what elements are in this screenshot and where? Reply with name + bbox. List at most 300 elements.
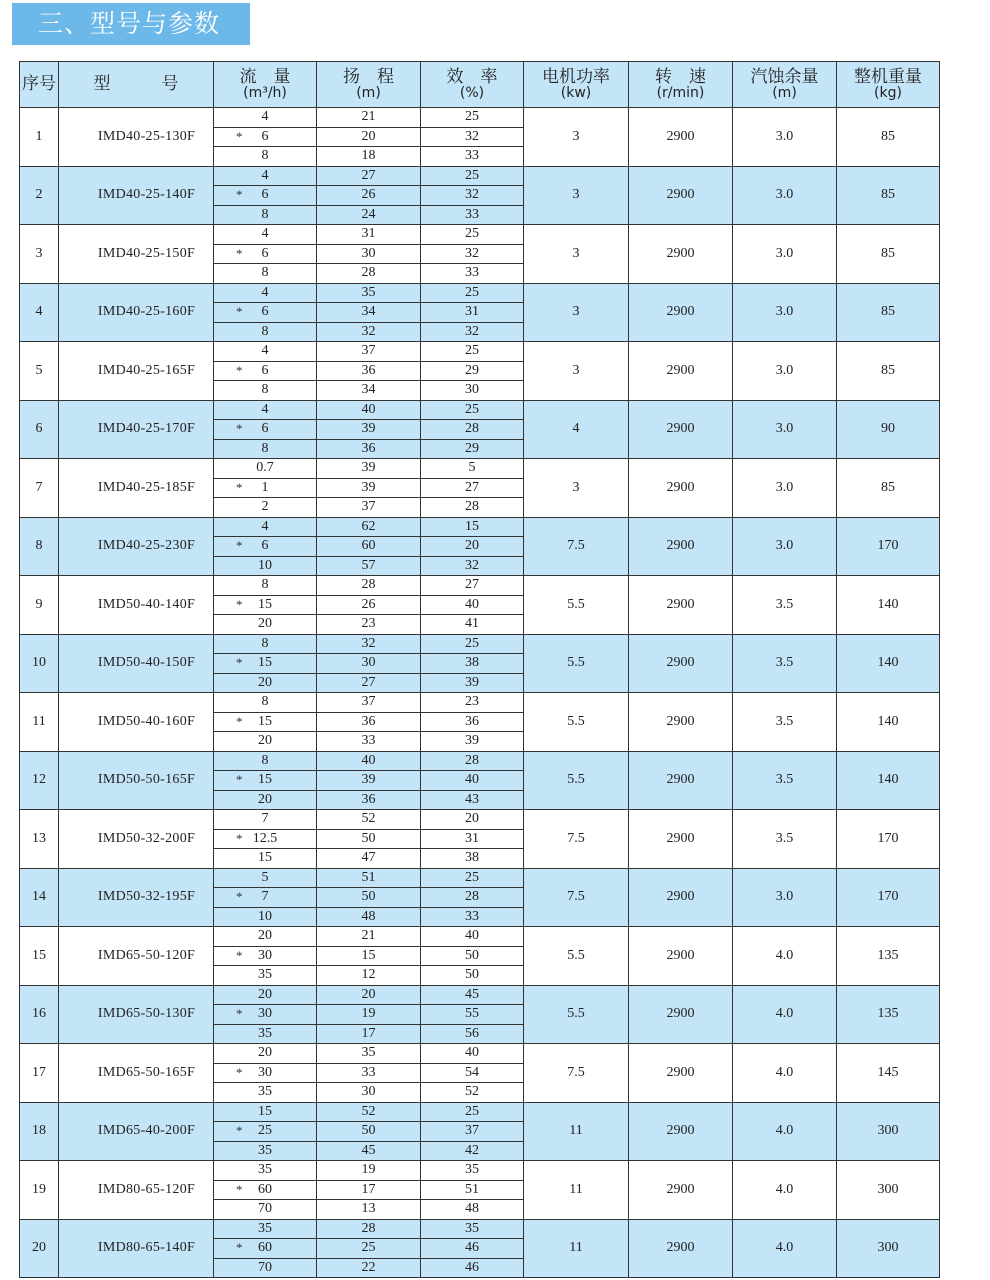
cell-efficiency: 55	[421, 1005, 524, 1025]
cell-flow: * 60	[214, 1180, 317, 1200]
cell-motor-power: 7.5	[524, 1044, 629, 1103]
cell-speed: 2900	[629, 400, 733, 459]
table-row	[20, 459, 940, 479]
cell-flow: 8	[214, 264, 317, 284]
rated-point-marker: *	[236, 772, 243, 787]
rated-point-marker: *	[236, 362, 243, 378]
cell-weight: 145	[837, 1044, 940, 1103]
cell-flow: * 12.5	[214, 829, 317, 849]
cell-efficiency: 32	[421, 322, 524, 342]
cell-head: 60	[317, 537, 421, 557]
cell-npsh: 3.0	[733, 868, 837, 927]
header-weight: 整机重量 (kg)	[837, 62, 940, 108]
cell-flow: * 6	[214, 127, 317, 147]
cell-efficiency: 23	[421, 693, 524, 713]
cell-head: 27	[317, 673, 421, 693]
cell-head: 13	[317, 1200, 421, 1220]
cell-flow: 7	[214, 810, 317, 830]
cell-npsh: 4.0	[733, 1102, 837, 1161]
cell-npsh: 4.0	[733, 1044, 837, 1103]
cell-npsh: 3.5	[733, 634, 837, 693]
cell-efficiency: 27	[421, 576, 524, 596]
cell-head: 20	[317, 985, 421, 1005]
cell-flow: 35	[214, 1083, 317, 1103]
cell-seq: 20	[20, 1219, 59, 1278]
cell-weight: 140	[837, 634, 940, 693]
cell-seq: 10	[20, 634, 59, 693]
cell-efficiency: 56	[421, 1024, 524, 1044]
cell-npsh: 3.5	[733, 751, 837, 810]
cell-model: IMD50-32-200F	[59, 810, 214, 869]
cell-efficiency: 29	[421, 439, 524, 459]
cell-efficiency: 36	[421, 712, 524, 732]
cell-flow: * 15	[214, 771, 317, 791]
cell-efficiency: 50	[421, 966, 524, 986]
cell-efficiency: 25	[421, 108, 524, 128]
cell-motor-power: 5.5	[524, 927, 629, 986]
cell-model: IMD50-32-195F	[59, 868, 214, 927]
cell-efficiency: 33	[421, 264, 524, 284]
cell-head: 39	[317, 459, 421, 479]
cell-efficiency: 37	[421, 1122, 524, 1142]
cell-model: IMD40-25-170F	[59, 400, 214, 459]
section-title-banner	[12, 3, 250, 45]
cell-weight: 140	[837, 693, 940, 752]
cell-motor-power: 7.5	[524, 517, 629, 576]
cell-seq: 12	[20, 751, 59, 810]
cell-model: IMD50-40-160F	[59, 693, 214, 752]
cell-efficiency: 46	[421, 1258, 524, 1278]
cell-efficiency: 28	[421, 751, 524, 771]
cell-efficiency: 35	[421, 1219, 524, 1239]
cell-weight: 85	[837, 108, 940, 167]
cell-head: 52	[317, 810, 421, 830]
table-row	[20, 166, 940, 186]
cell-head: 35	[317, 283, 421, 303]
cell-motor-power: 5.5	[524, 985, 629, 1044]
header-efficiency: 效 率 (%)	[421, 62, 524, 108]
cell-flow: * 6	[214, 361, 317, 381]
cell-seq: 7	[20, 459, 59, 518]
cell-motor-power: 7.5	[524, 868, 629, 927]
rated-point-marker: *	[236, 596, 243, 612]
cell-weight: 300	[837, 1161, 940, 1220]
cell-efficiency: 51	[421, 1180, 524, 1200]
cell-head: 25	[317, 1239, 421, 1259]
cell-seq: 4	[20, 283, 59, 342]
cell-speed: 2900	[629, 1161, 733, 1220]
cell-speed: 2900	[629, 517, 733, 576]
cell-head: 33	[317, 1063, 421, 1083]
cell-motor-power: 5.5	[524, 693, 629, 752]
cell-flow: 20	[214, 732, 317, 752]
rated-point-marker: *	[236, 1123, 243, 1138]
cell-flow: * 6	[214, 537, 317, 557]
cell-flow: 2	[214, 498, 317, 518]
cell-efficiency: 33	[421, 147, 524, 167]
cell-efficiency: 33	[421, 205, 524, 225]
cell-head: 27	[317, 166, 421, 186]
cell-flow: 8	[214, 693, 317, 713]
cell-weight: 85	[837, 225, 940, 284]
cell-speed: 2900	[629, 1044, 733, 1103]
table-row	[20, 810, 940, 830]
cell-flow: 4	[214, 283, 317, 303]
cell-speed: 2900	[629, 225, 733, 284]
cell-head: 19	[317, 1161, 421, 1181]
cell-npsh: 3.0	[733, 342, 837, 401]
cell-efficiency: 46	[421, 1239, 524, 1259]
cell-head: 28	[317, 1219, 421, 1239]
cell-flow: 20	[214, 790, 317, 810]
cell-head: 50	[317, 829, 421, 849]
cell-efficiency: 50	[421, 946, 524, 966]
rated-point-marker: *	[236, 1240, 243, 1255]
cell-weight: 85	[837, 166, 940, 225]
cell-flow: * 15	[214, 595, 317, 615]
cell-flow: * 6	[214, 244, 317, 264]
cell-weight: 300	[837, 1102, 940, 1161]
cell-head: 51	[317, 868, 421, 888]
cell-motor-power: 3	[524, 225, 629, 284]
cell-flow: 4	[214, 166, 317, 186]
table-row	[20, 400, 940, 420]
cell-npsh: 4.0	[733, 1219, 837, 1278]
cell-flow: 35	[214, 1024, 317, 1044]
rated-point-marker: *	[236, 830, 243, 846]
header-head: 扬 程 (m)	[317, 62, 421, 108]
cell-seq: 17	[20, 1044, 59, 1103]
cell-npsh: 3.0	[733, 108, 837, 167]
cell-head: 45	[317, 1141, 421, 1161]
cell-flow: 8	[214, 439, 317, 459]
cell-seq: 13	[20, 810, 59, 869]
cell-weight: 170	[837, 810, 940, 869]
cell-head: 22	[317, 1258, 421, 1278]
cell-efficiency: 28	[421, 498, 524, 518]
cell-seq: 19	[20, 1161, 59, 1220]
cell-head: 50	[317, 1122, 421, 1142]
cell-motor-power: 3	[524, 342, 629, 401]
cell-head: 35	[317, 1044, 421, 1064]
cell-speed: 2900	[629, 985, 733, 1044]
cell-speed: 2900	[629, 868, 733, 927]
table-row	[20, 985, 940, 1005]
cell-efficiency: 40	[421, 927, 524, 947]
cell-model: IMD80-65-140F	[59, 1219, 214, 1278]
cell-motor-power: 5.5	[524, 576, 629, 635]
cell-flow: * 15	[214, 712, 317, 732]
cell-model: IMD80-65-120F	[59, 1161, 214, 1220]
cell-efficiency: 40	[421, 1044, 524, 1064]
cell-efficiency: 25	[421, 868, 524, 888]
table-row	[20, 1102, 940, 1122]
cell-speed: 2900	[629, 283, 733, 342]
cell-flow: 4	[214, 517, 317, 537]
cell-flow: * 1	[214, 478, 317, 498]
cell-efficiency: 32	[421, 186, 524, 206]
cell-head: 39	[317, 771, 421, 791]
cell-head: 34	[317, 303, 421, 323]
pump-spec-table	[19, 61, 940, 1278]
cell-flow: 4	[214, 225, 317, 245]
cell-seq: 9	[20, 576, 59, 635]
cell-model: IMD65-50-165F	[59, 1044, 214, 1103]
cell-motor-power: 11	[524, 1161, 629, 1220]
table-row	[20, 1044, 940, 1064]
cell-head: 21	[317, 108, 421, 128]
cell-head: 18	[317, 147, 421, 167]
cell-flow: 35	[214, 1141, 317, 1161]
cell-flow: 8	[214, 205, 317, 225]
cell-seq: 14	[20, 868, 59, 927]
cell-model: IMD50-40-150F	[59, 634, 214, 693]
cell-flow: * 30	[214, 1063, 317, 1083]
cell-model: IMD65-50-120F	[59, 927, 214, 986]
table-row	[20, 693, 940, 713]
cell-flow: 5	[214, 868, 317, 888]
cell-head: 30	[317, 244, 421, 264]
cell-npsh: 3.5	[733, 576, 837, 635]
table-row	[20, 751, 940, 771]
cell-head: 39	[317, 420, 421, 440]
cell-flow: 10	[214, 556, 317, 576]
table-row	[20, 868, 940, 888]
cell-efficiency: 45	[421, 985, 524, 1005]
cell-efficiency: 32	[421, 556, 524, 576]
cell-head: 30	[317, 654, 421, 674]
table-row	[20, 342, 940, 362]
cell-npsh: 3.0	[733, 400, 837, 459]
cell-efficiency: 25	[421, 634, 524, 654]
rated-point-marker: *	[236, 1006, 243, 1021]
cell-efficiency: 52	[421, 1083, 524, 1103]
header-motor-power: 电机功率 (kw)	[524, 62, 629, 108]
cell-seq: 1	[20, 108, 59, 167]
cell-flow: 10	[214, 907, 317, 927]
cell-head: 48	[317, 907, 421, 927]
cell-motor-power: 5.5	[524, 634, 629, 693]
cell-efficiency: 33	[421, 907, 524, 927]
cell-head: 31	[317, 225, 421, 245]
rated-point-marker: *	[236, 1064, 243, 1080]
cell-efficiency: 31	[421, 829, 524, 849]
cell-efficiency: 38	[421, 654, 524, 674]
cell-flow: 35	[214, 1219, 317, 1239]
cell-npsh: 3.0	[733, 283, 837, 342]
cell-model: IMD50-40-140F	[59, 576, 214, 635]
cell-efficiency: 27	[421, 478, 524, 498]
cell-head: 21	[317, 927, 421, 947]
cell-efficiency: 30	[421, 381, 524, 401]
cell-flow: 8	[214, 322, 317, 342]
cell-flow: 15	[214, 849, 317, 869]
cell-head: 32	[317, 322, 421, 342]
cell-speed: 2900	[629, 342, 733, 401]
header-flow: 流 量 (m³/h)	[214, 62, 317, 108]
cell-model: IMD40-25-140F	[59, 166, 214, 225]
cell-flow: 4	[214, 342, 317, 362]
cell-efficiency: 31	[421, 303, 524, 323]
rated-point-marker: *	[236, 713, 243, 729]
cell-seq: 8	[20, 517, 59, 576]
cell-head: 36	[317, 439, 421, 459]
header-npsh: 汽蚀余量 (m)	[733, 62, 837, 108]
cell-flow: * 6	[214, 303, 317, 323]
cell-motor-power: 4	[524, 400, 629, 459]
cell-weight: 85	[837, 459, 940, 518]
cell-efficiency: 40	[421, 771, 524, 791]
cell-head: 36	[317, 361, 421, 381]
cell-head: 39	[317, 478, 421, 498]
cell-efficiency: 15	[421, 517, 524, 537]
header-seq: 序号	[20, 62, 59, 108]
cell-flow: * 6	[214, 420, 317, 440]
cell-weight: 85	[837, 283, 940, 342]
cell-motor-power: 3	[524, 459, 629, 518]
cell-flow: * 30	[214, 1005, 317, 1025]
cell-head: 36	[317, 712, 421, 732]
cell-motor-power: 11	[524, 1102, 629, 1161]
cell-model: IMD40-25-230F	[59, 517, 214, 576]
cell-npsh: 3.0	[733, 459, 837, 518]
cell-head: 37	[317, 498, 421, 518]
cell-head: 50	[317, 888, 421, 908]
cell-flow: * 7	[214, 888, 317, 908]
cell-head: 62	[317, 517, 421, 537]
rated-point-marker: *	[236, 421, 243, 436]
cell-seq: 15	[20, 927, 59, 986]
cell-flow: 8	[214, 634, 317, 654]
cell-efficiency: 28	[421, 888, 524, 908]
cell-flow: 35	[214, 966, 317, 986]
cell-weight: 90	[837, 400, 940, 459]
cell-speed: 2900	[629, 810, 733, 869]
table-row	[20, 576, 940, 596]
cell-weight: 135	[837, 985, 940, 1044]
header-model: 型 号	[59, 62, 214, 108]
cell-seq: 5	[20, 342, 59, 401]
cell-efficiency: 32	[421, 127, 524, 147]
cell-flow: 20	[214, 985, 317, 1005]
cell-efficiency: 39	[421, 732, 524, 752]
cell-efficiency: 42	[421, 1141, 524, 1161]
cell-flow: 20	[214, 927, 317, 947]
cell-flow: 20	[214, 673, 317, 693]
cell-head: 19	[317, 1005, 421, 1025]
cell-head: 23	[317, 615, 421, 635]
rated-point-marker: *	[236, 479, 243, 495]
cell-npsh: 3.0	[733, 517, 837, 576]
cell-efficiency: 25	[421, 342, 524, 362]
cell-weight: 140	[837, 576, 940, 635]
cell-head: 28	[317, 264, 421, 284]
cell-head: 20	[317, 127, 421, 147]
cell-speed: 2900	[629, 576, 733, 635]
rated-point-marker: *	[236, 245, 243, 261]
rated-point-marker: *	[236, 128, 243, 144]
cell-efficiency: 25	[421, 283, 524, 303]
cell-model: IMD40-25-185F	[59, 459, 214, 518]
cell-flow: 8	[214, 576, 317, 596]
table-row	[20, 1219, 940, 1239]
cell-flow: 4	[214, 400, 317, 420]
cell-flow: 0.7	[214, 459, 317, 479]
cell-flow: 4	[214, 108, 317, 128]
cell-speed: 2900	[629, 751, 733, 810]
cell-head: 17	[317, 1024, 421, 1044]
cell-motor-power: 5.5	[524, 751, 629, 810]
cell-speed: 2900	[629, 1219, 733, 1278]
cell-model: IMD65-50-130F	[59, 985, 214, 1044]
cell-head: 40	[317, 400, 421, 420]
cell-head: 24	[317, 205, 421, 225]
cell-head: 15	[317, 946, 421, 966]
cell-efficiency: 5	[421, 459, 524, 479]
cell-speed: 2900	[629, 459, 733, 518]
cell-seq: 6	[20, 400, 59, 459]
cell-npsh: 3.0	[733, 225, 837, 284]
cell-head: 30	[317, 1083, 421, 1103]
rated-point-marker: *	[236, 1181, 243, 1197]
rated-point-marker: *	[236, 655, 243, 670]
cell-npsh: 3.5	[733, 693, 837, 752]
cell-npsh: 4.0	[733, 1161, 837, 1220]
cell-flow: 70	[214, 1258, 317, 1278]
cell-speed: 2900	[629, 1102, 733, 1161]
cell-efficiency: 43	[421, 790, 524, 810]
table-row	[20, 634, 940, 654]
cell-efficiency: 25	[421, 1102, 524, 1122]
cell-speed: 2900	[629, 927, 733, 986]
cell-efficiency: 35	[421, 1161, 524, 1181]
cell-speed: 2900	[629, 108, 733, 167]
cell-seq: 16	[20, 985, 59, 1044]
cell-motor-power: 11	[524, 1219, 629, 1278]
cell-seq: 3	[20, 225, 59, 284]
cell-model: IMD65-40-200F	[59, 1102, 214, 1161]
cell-motor-power: 3	[524, 283, 629, 342]
rated-point-marker: *	[236, 947, 243, 963]
cell-seq: 2	[20, 166, 59, 225]
cell-efficiency: 54	[421, 1063, 524, 1083]
cell-model: IMD40-25-150F	[59, 225, 214, 284]
cell-head: 34	[317, 381, 421, 401]
cell-efficiency: 20	[421, 810, 524, 830]
cell-efficiency: 28	[421, 420, 524, 440]
cell-efficiency: 39	[421, 673, 524, 693]
cell-weight: 135	[837, 927, 940, 986]
cell-efficiency: 25	[421, 225, 524, 245]
cell-weight: 85	[837, 342, 940, 401]
cell-efficiency: 48	[421, 1200, 524, 1220]
cell-motor-power: 3	[524, 166, 629, 225]
cell-weight: 170	[837, 517, 940, 576]
cell-weight: 140	[837, 751, 940, 810]
rated-point-marker: *	[236, 889, 243, 904]
rated-point-marker: *	[236, 538, 243, 553]
cell-head: 28	[317, 576, 421, 596]
cell-head: 57	[317, 556, 421, 576]
cell-speed: 2900	[629, 693, 733, 752]
cell-efficiency: 41	[421, 615, 524, 635]
cell-npsh: 3.5	[733, 810, 837, 869]
cell-head: 52	[317, 1102, 421, 1122]
table-row	[20, 225, 940, 245]
table-row	[20, 108, 940, 128]
rated-point-marker: *	[236, 187, 243, 202]
cell-flow: * 6	[214, 186, 317, 206]
